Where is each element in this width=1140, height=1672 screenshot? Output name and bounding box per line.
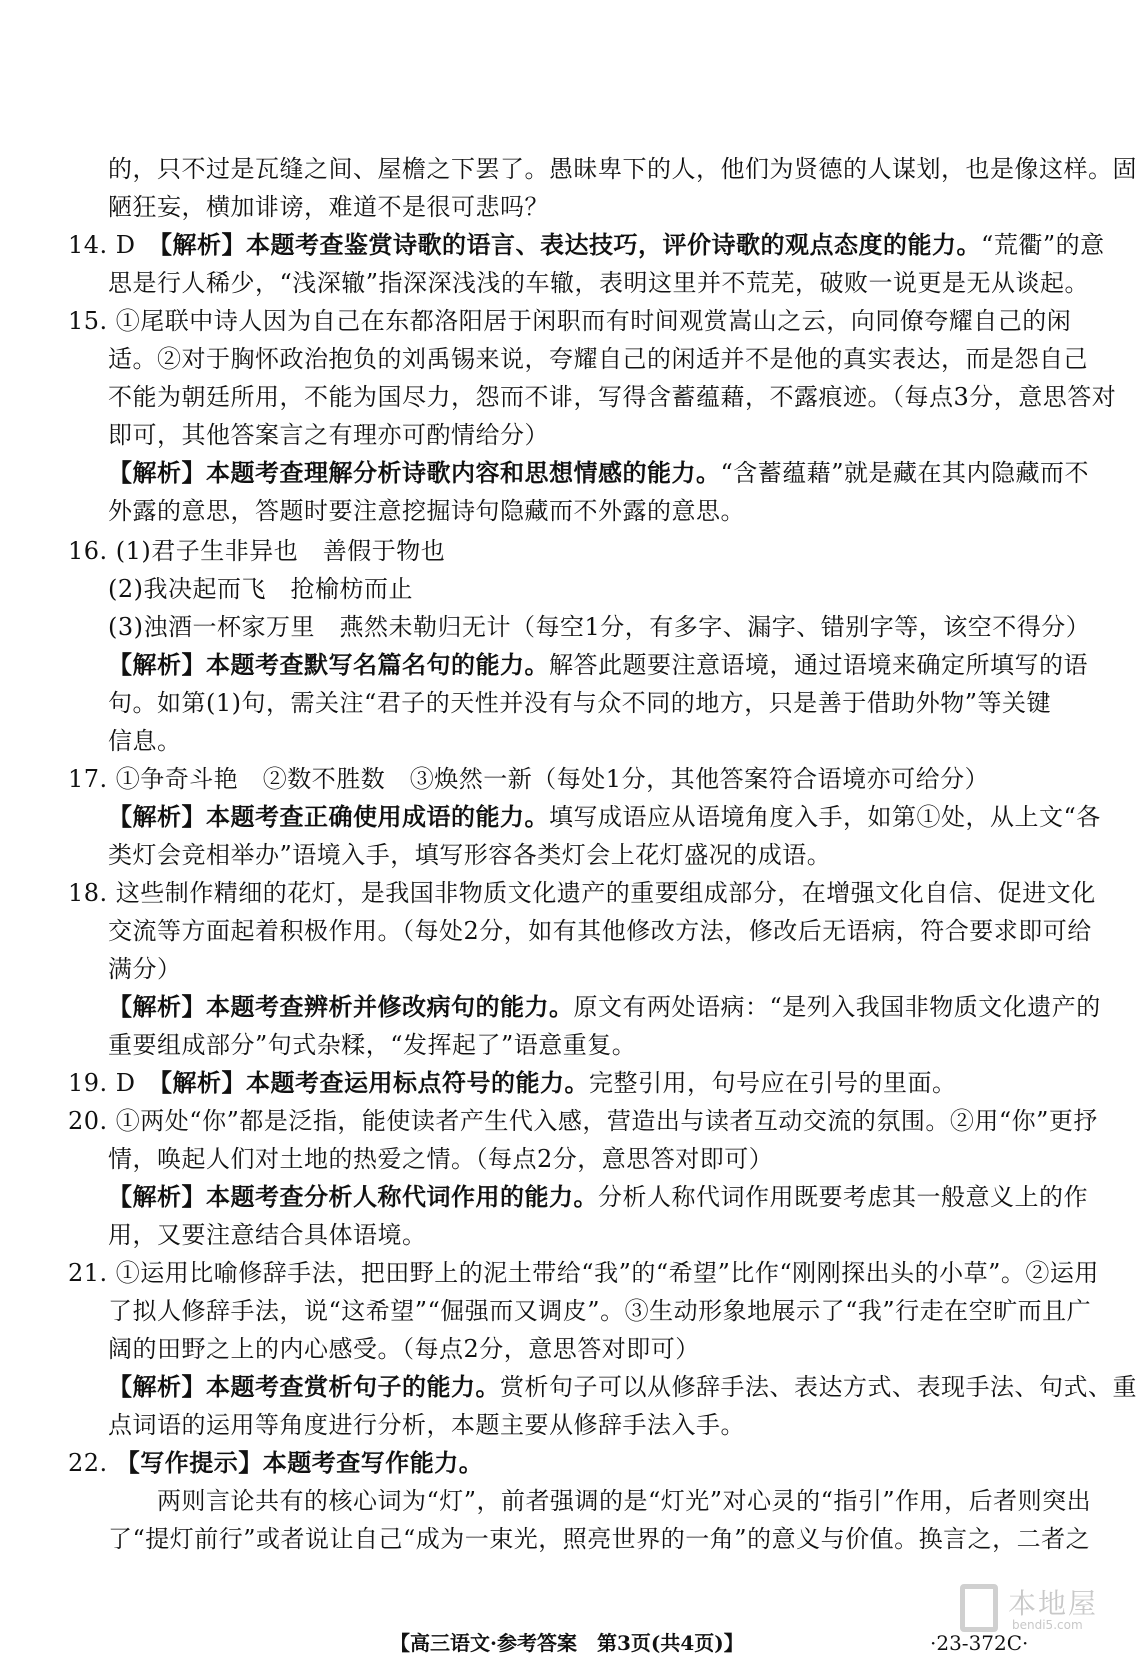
text-line: 重要组成部分”句式杂糅，“发挥起了”语意重复。 (108, 1031, 637, 1059)
text-line: 满分） (108, 955, 182, 983)
text-line: 的，只不过是瓦缝之间、屋檐之下罢了。愚昧卑下的人，他们为贤德的人谋划，也是像这样。固 (108, 155, 1137, 183)
answer-16: 16. (1)君子生非异也 善假于物也 (68, 537, 446, 565)
text-line: (3)浊酒一杯家万里 燕然未勒归无计（每空1分，有多字、漏字、错别字等，该空不得分） (108, 613, 1091, 641)
text-line: 了“提灯前行”或者说让自己“成为一束光，照亮世界的一角”的意义与价值。换言之，二者之 (108, 1525, 1091, 1553)
answer-21: 21. ①运用比喻修辞手法，把田野上的泥土带给“我”的“希望”比作“刚刚探出头的小草”。②运用 (68, 1259, 1099, 1287)
watermark (960, 1580, 1130, 1640)
page-code: ·23-372C· (930, 1631, 1029, 1655)
answer-20: 20. ①两处“你”都是泛指，能使读者产生代入感，营造出与读者互动交流的氛围。②用“你”更抒 (68, 1107, 1098, 1135)
text-line: 即可，其他答案言之有理亦可酌情给分） (108, 421, 549, 449)
text-line: 阔的田野之上的内心感受。（每点2分，意思答对即可） (108, 1335, 700, 1363)
analysis-15: 【解析】本题考查理解分析诗歌内容和思想情感的能力。“含蓄蕴藉”就是藏在其内隐藏而不 (108, 458, 1090, 487)
answer-22: 22. 【写作提示】本题考查写作能力。 (68, 1448, 484, 1477)
text-line: 思是行人稀少，“浅深辙”指深深浅浅的车辙，表明这里并不荒芜，破败一说更是无从谈起。 (108, 269, 1090, 297)
text-line: 信息。 (108, 727, 182, 755)
text-line: 适。②对于胸怀政治抱负的刘禹锡来说，夸耀自己的闲适并不是他的真实表达，而是怨自己 (108, 345, 1088, 373)
answer-18: 18. 这些制作精细的花灯，是我国非物质文化遗产的重要组成部分，在增强文化自信、促进文化 (68, 879, 1096, 907)
text-line: (2)我决起而飞 抢榆枋而止 (108, 575, 413, 603)
text-line: 情，唤起人们对土地的热爱之情。（每点2分，意思答对即可） (108, 1145, 774, 1173)
analysis-17: 【解析】本题考查正确使用成语的能力。填写成语应从语境角度入手，如第①处，从上文“各 (108, 802, 1101, 831)
text-line: 交流等方面起着积极作用。（每处2分，如有其他修改方法，修改后无语病，符合要求即可给 (108, 917, 1092, 945)
text-line: 点词语的运用等角度进行分析，本题主要从修辞手法入手。 (108, 1411, 745, 1439)
text-line: 用，又要注意结合具体语境。 (108, 1221, 427, 1249)
watermark-logo-icon (960, 1584, 998, 1632)
watermark-name: 本地屋 (1008, 1587, 1099, 1620)
answer-14: 14. D 【解析】本题考查鉴赏诗歌的语言、表达技巧，评价诗歌的观点态度的能力。“荒衢”的意 (68, 230, 1105, 259)
analysis-21: 【解析】本题考查赏析句子的能力。赏析句子可以从修辞手法、表达方式、表现手法、句式、重 (108, 1372, 1137, 1401)
watermark-url: bendi5.com (1012, 1618, 1083, 1632)
analysis-16: 【解析】本题考查默写名篇名句的能力。解答此题要注意语境，通过语境来确定所填写的语 (108, 650, 1088, 679)
answer-17: 17. ①争奇斗艳 ②数不胜数 ③焕然一新（每处1分，其他答案符合语境亦可给分） (68, 765, 990, 793)
answer-19: 19. D 【解析】本题考查运用标点符号的能力。完整引用，句号应在引号的里面。 (68, 1068, 957, 1097)
text-line: 句。如第(1)句，需关注“君子的天性并没有与众不同的地方，只是善于借助外物”等关键 (108, 689, 1052, 717)
text-line: 不能为朝廷所用，不能为国尽力，怨而不诽，写得含蓄蕴藉，不露痕迹。（每点3分，意思答对 (108, 383, 1117, 411)
text-line: 类灯会竞相举办”语境入手，填写形容各类灯会上花灯盛况的成语。 (108, 841, 832, 869)
answer-15: 15. ①尾联中诗人因为自己在东都洛阳居于闲职而有时间观赏嵩山之云，向同僚夸耀自己的闲 (68, 307, 1072, 335)
page-footer: 【高三语文·参考答案 第3页(共4页)】 (390, 1631, 744, 1655)
text-line: 外露的意思，答题时要注意挖掘诗句隐藏而不外露的意思。 (108, 497, 745, 525)
text-line: 两则言论共有的核心词为“灯”，前者强调的是“灯光”对心灵的“指引”作用，后者则突出 (108, 1487, 1092, 1515)
analysis-20: 【解析】本题考查分析人称代词作用的能力。分析人称代词作用既要考虑其一般意义上的作 (108, 1182, 1088, 1211)
analysis-18: 【解析】本题考查辨析并修改病句的能力。原文有两处语病：“是列入我国非物质文化遗产的 (108, 992, 1101, 1021)
text-line: 陋狂妄，横加诽谤，难道不是很可悲吗？ (108, 193, 549, 221)
text-line: 了拟人修辞手法，说“这希望”“倔强而又调皮”。③生动形象地展示了“我”行走在空旷而且广 (108, 1297, 1092, 1325)
